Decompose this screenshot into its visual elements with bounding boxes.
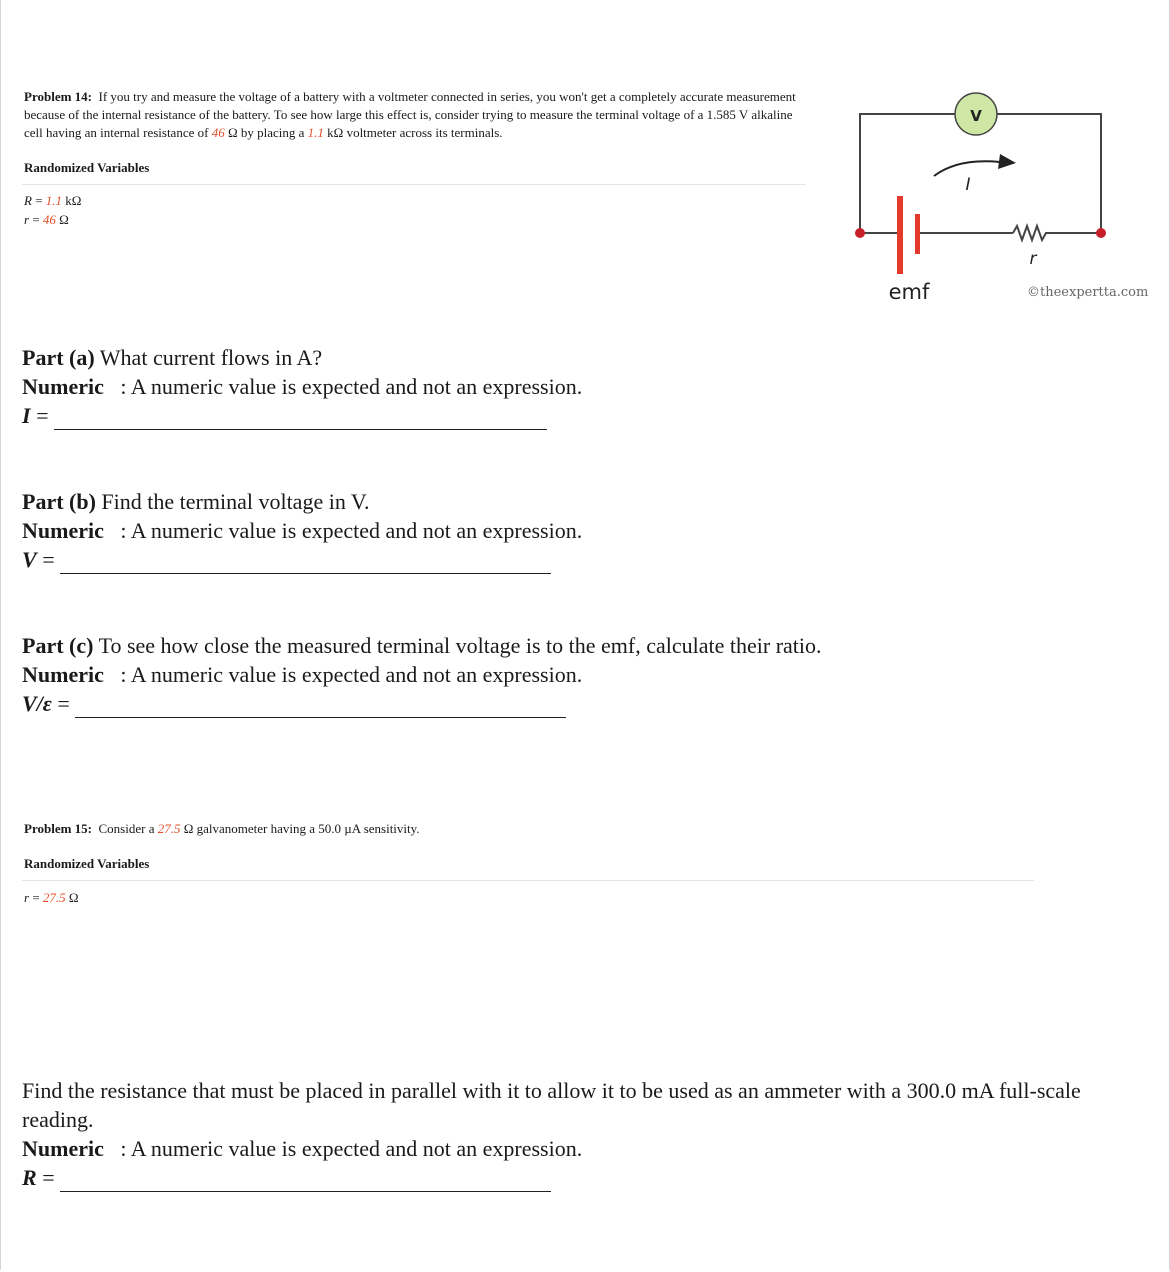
problem-14-rv-R bbox=[24, 193, 81, 209]
battery-short-plate bbox=[915, 214, 920, 254]
problem-14-rv-r bbox=[24, 212, 69, 228]
part-b-equals: = bbox=[36, 547, 55, 572]
rv-r-value: 46 bbox=[42, 212, 56, 227]
problem-15-question: Find the resistance that must be placed in parallel with it to allow it to be used as an ammeter with a 300.0 mA full-scale reading. bbox=[22, 1078, 1081, 1132]
problem-14-rv-divider bbox=[22, 184, 806, 185]
terminal-right bbox=[1096, 228, 1106, 238]
emf-label: emf bbox=[888, 280, 930, 304]
part-b-symbol: V bbox=[22, 547, 37, 572]
part-a-hint: : A numeric value is expected and not an expression. bbox=[120, 374, 583, 399]
problem-14-label: Problem 14: bbox=[24, 89, 92, 104]
part-c-hint: : A numeric value is expected and not an expression. bbox=[120, 662, 583, 687]
problem-14-r-value: 46 bbox=[211, 125, 225, 140]
terminal-left bbox=[855, 228, 865, 238]
part-b-answer-field[interactable] bbox=[60, 551, 551, 574]
part-a-equals: = bbox=[30, 403, 49, 428]
rv-r-equals: = bbox=[29, 212, 43, 227]
problem-15-rv-r bbox=[24, 890, 79, 906]
part-b-hint: : A numeric value is expected and not an expression. bbox=[120, 518, 583, 543]
voltmeter-label: V bbox=[970, 107, 982, 125]
problem-15-label: Problem 15: bbox=[24, 821, 92, 836]
circuit-diagram bbox=[848, 84, 1148, 309]
problem-14-text-2: Ω by placing a bbox=[227, 125, 305, 140]
current-arrow-icon bbox=[934, 161, 1000, 176]
part-b-question: Find the terminal voltage in V. bbox=[101, 489, 370, 514]
part-c-question: To see how close the measured terminal voltage is to the emf, calculate their ratio. bbox=[98, 633, 822, 658]
problem-15-rv-divider bbox=[22, 880, 1034, 881]
rv-r-unit: Ω bbox=[55, 212, 69, 227]
problem-15-r-value: 27.5 bbox=[157, 821, 181, 836]
problem-15-hint: : A numeric value is expected and not an expression. bbox=[120, 1136, 583, 1161]
p15-rv-r-value: 27.5 bbox=[42, 890, 66, 905]
problem-15-statement bbox=[24, 820, 420, 838]
part-b bbox=[22, 487, 582, 574]
problem-15-randomized-title: Randomized Variables bbox=[24, 856, 150, 871]
part-a bbox=[22, 343, 582, 430]
rv-R-value: 1.1 bbox=[45, 193, 63, 208]
problem-15-equals: = bbox=[36, 1165, 55, 1190]
part-b-label: Part (b) bbox=[22, 489, 96, 514]
rv-r-symbol: r bbox=[24, 212, 30, 227]
problem-15-text-1: Consider a bbox=[98, 821, 155, 836]
part-c-label: Part (c) bbox=[22, 633, 94, 658]
rv-R-unit: kΩ bbox=[62, 193, 82, 208]
problem-14-text-3: kΩ voltmeter across its terminals. bbox=[327, 125, 503, 140]
part-b-numeric-tag: Numeric bbox=[22, 518, 104, 543]
battery-long-plate bbox=[897, 196, 903, 274]
resistor-label: r bbox=[1029, 249, 1037, 269]
wire-right-top bbox=[996, 114, 1101, 233]
part-a-symbol: I bbox=[22, 403, 31, 428]
rv-R-symbol: R bbox=[24, 193, 32, 208]
p15-rv-r-equals: = bbox=[29, 890, 43, 905]
part-c-numeric-tag: Numeric bbox=[22, 662, 104, 687]
p15-rv-r-symbol: r bbox=[24, 890, 30, 905]
part-a-numeric-tag: Numeric bbox=[22, 374, 104, 399]
problem-14-R-value: 1.1 bbox=[307, 125, 324, 140]
internal-resistor bbox=[1013, 226, 1101, 240]
problem-14-randomized-title: Randomized Variables bbox=[24, 160, 150, 175]
wire-left-top bbox=[860, 114, 955, 233]
problem-15-numeric-tag: Numeric bbox=[22, 1136, 104, 1161]
image-credit: ©theexpertta.com bbox=[1027, 285, 1149, 300]
part-c-answer-field[interactable] bbox=[75, 695, 566, 718]
rv-R-equals: = bbox=[31, 193, 46, 208]
part-a-answer-field[interactable] bbox=[54, 407, 547, 430]
part-a-label: Part (a) bbox=[22, 345, 95, 370]
p15-rv-r-unit: Ω bbox=[65, 890, 79, 905]
part-c-symbol: V/ε bbox=[22, 691, 52, 716]
problem-15-part bbox=[22, 1076, 1152, 1192]
current-label: I bbox=[965, 175, 971, 195]
current-arrowhead bbox=[998, 154, 1016, 169]
problem-14-text-1: If you try and measure the voltage of a battery with a voltmeter connected in series, you won't get a completely accurate measurement because of the internal resistance of the battery. To see how large this effect is, consider trying to measure the terminal voltage of a 1.585 V alkaline cell having an internal resistance of bbox=[24, 89, 796, 140]
problem-15-answer-field[interactable] bbox=[60, 1169, 551, 1192]
part-c-equals: = bbox=[51, 691, 70, 716]
problem-15-text-2: Ω galvanometer having a 50.0 µA sensitivity. bbox=[183, 821, 420, 836]
problem-14-statement bbox=[24, 88, 814, 142]
part-a-question: What current flows in A? bbox=[99, 345, 323, 370]
part-c bbox=[22, 631, 822, 718]
problem-15-symbol: R bbox=[22, 1165, 37, 1190]
